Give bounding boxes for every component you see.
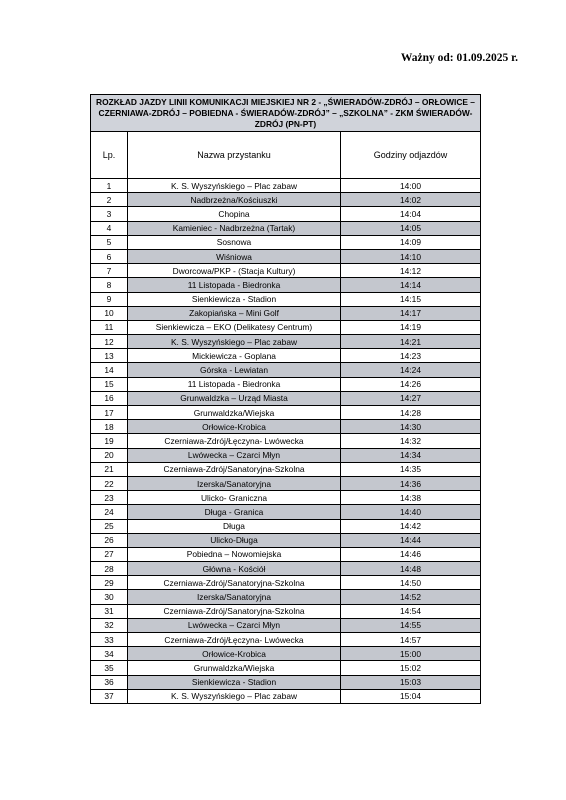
row-number: 15 <box>91 377 128 391</box>
table-row <box>91 320 481 334</box>
row-number: 19 <box>91 434 128 448</box>
row-number: 9 <box>91 292 128 306</box>
table-row <box>91 335 481 349</box>
table-row <box>91 377 481 391</box>
departure-time: 14:21 <box>341 335 481 349</box>
stop-name: Mickiewicza - Goplana <box>128 349 341 363</box>
row-number: 5 <box>91 235 128 249</box>
row-number: 24 <box>91 505 128 519</box>
departure-time: 14:28 <box>341 406 481 420</box>
row-number: 27 <box>91 547 128 561</box>
table-row <box>91 562 481 576</box>
table-row <box>91 505 481 519</box>
table-row <box>91 391 481 405</box>
row-number: 3 <box>91 207 128 221</box>
header-stop-name: Nazwa przystanku <box>128 132 341 179</box>
stop-name: Kamieniec - Nadbrzeżna (Tartak) <box>128 221 341 235</box>
stop-name: Grunwaldzka/Wiejska <box>128 661 341 675</box>
departure-time: 14:12 <box>341 264 481 278</box>
header-lp: Lp. <box>91 132 128 179</box>
departure-time: 14:30 <box>341 420 481 434</box>
stop-name: Sienkiewicza – EKO (Delikatesy Centrum) <box>128 320 341 334</box>
row-number: 36 <box>91 675 128 689</box>
row-number: 29 <box>91 576 128 590</box>
stop-name: Sienkiewicza - Stadion <box>128 675 341 689</box>
table-row <box>91 590 481 604</box>
table-row <box>91 264 481 278</box>
row-number: 32 <box>91 618 128 632</box>
stop-name: Sienkiewicza - Stadion <box>128 292 341 306</box>
stop-name: Zakopiańska – Mini Golf <box>128 306 341 320</box>
departure-time: 14:27 <box>341 391 481 405</box>
table-row <box>91 363 481 377</box>
departure-time: 14:05 <box>341 221 481 235</box>
departure-time: 14:15 <box>341 292 481 306</box>
row-number: 30 <box>91 590 128 604</box>
timetable-title: ROZKŁAD JAZDY LINII KOMUNIKACJI MIEJSKIEJ NR 2 - „ŚWIERADÓW-ZDRÓJ – ORŁOWICE – CZERNIAWA-ZDRÓJ – POBIEDNA - ŚWIERADÓW-ZDRÓJ” – „SZKOLNA” - ZKM ŚWIERADÓW-ZDRÓJ (PN-PT) <box>91 95 481 132</box>
stop-name: Orłowice-Krobica <box>128 647 341 661</box>
stop-name: Orłowice-Krobica <box>128 420 341 434</box>
stop-name: Czerniawa-Zdrój/Sanatoryjna-Szkolna <box>128 462 341 476</box>
departure-time: 14:10 <box>341 249 481 263</box>
table-row <box>91 249 481 263</box>
header-departure-times: Godziny odjazdów <box>341 132 481 179</box>
table-row <box>91 519 481 533</box>
row-number: 4 <box>91 221 128 235</box>
stop-name: Czerniawa-Zdrój/Sanatoryjna-Szkolna <box>128 576 341 590</box>
row-number: 25 <box>91 519 128 533</box>
table-row <box>91 533 481 547</box>
row-number: 1 <box>91 179 128 193</box>
departure-time: 14:24 <box>341 363 481 377</box>
departure-time: 15:00 <box>341 647 481 661</box>
departure-time: 14:40 <box>341 505 481 519</box>
row-number: 21 <box>91 462 128 476</box>
stop-name: Czerniawa-Zdrój/Łęczyna- Lwówecka <box>128 434 341 448</box>
stop-name: Lwówecka – Czarci Młyn <box>128 448 341 462</box>
table-row <box>91 420 481 434</box>
row-number: 2 <box>91 193 128 207</box>
row-number: 16 <box>91 391 128 405</box>
row-number: 33 <box>91 633 128 647</box>
departure-time: 14:55 <box>341 618 481 632</box>
stop-name: Izerska/Sanatoryjna <box>128 476 341 490</box>
table-row <box>91 306 481 320</box>
table-row <box>91 278 481 292</box>
departure-time: 14:48 <box>341 562 481 576</box>
departure-time: 14:19 <box>341 320 481 334</box>
departure-time: 14:44 <box>341 533 481 547</box>
table-row <box>91 491 481 505</box>
table-row <box>91 633 481 647</box>
stop-name: Długa - Granica <box>128 505 341 519</box>
stop-name: Czerniawa-Zdrój/Sanatoryjna-Szkolna <box>128 604 341 618</box>
row-number: 34 <box>91 647 128 661</box>
departure-time: 14:09 <box>341 235 481 249</box>
table-row <box>91 292 481 306</box>
departure-time: 14:35 <box>341 462 481 476</box>
table-row <box>91 476 481 490</box>
table-row <box>91 349 481 363</box>
table-row <box>91 235 481 249</box>
stop-name: K. S. Wyszyńskiego – Plac zabaw <box>128 179 341 193</box>
departure-time: 14:38 <box>341 491 481 505</box>
title-row <box>91 95 481 132</box>
stop-name: Lwówecka – Czarci Młyn <box>128 618 341 632</box>
stop-name: Ulicko- Graniczna <box>128 491 341 505</box>
timetable <box>90 94 481 704</box>
row-number: 23 <box>91 491 128 505</box>
stop-name: Wiśniowa <box>128 249 341 263</box>
stop-name: 11 Listopada - Biedronka <box>128 377 341 391</box>
table-row <box>91 576 481 590</box>
row-number: 37 <box>91 689 128 703</box>
stop-name: Pobiedna – Nowomiejska <box>128 547 341 561</box>
departure-time: 15:04 <box>341 689 481 703</box>
departure-time: 14:34 <box>341 448 481 462</box>
table-row <box>91 661 481 675</box>
stop-name: Nadbrzeżna/Kościuszki <box>128 193 341 207</box>
departure-time: 14:54 <box>341 604 481 618</box>
stop-name: 11 Listopada - Biedronka <box>128 278 341 292</box>
departure-time: 14:46 <box>341 547 481 561</box>
departure-time: 14:17 <box>341 306 481 320</box>
row-number: 31 <box>91 604 128 618</box>
row-number: 18 <box>91 420 128 434</box>
stop-name: Grunwaldzka – Urząd Miasta <box>128 391 341 405</box>
departure-time: 14:36 <box>341 476 481 490</box>
row-number: 6 <box>91 249 128 263</box>
row-number: 20 <box>91 448 128 462</box>
table-row <box>91 689 481 703</box>
stop-name: Główna - Kościół <box>128 562 341 576</box>
row-number: 22 <box>91 476 128 490</box>
table-row <box>91 434 481 448</box>
departure-time: 14:26 <box>341 377 481 391</box>
table-row <box>91 604 481 618</box>
stop-name: K. S. Wyszyńskiego – Plac zabaw <box>128 689 341 703</box>
row-number: 13 <box>91 349 128 363</box>
departure-time: 14:04 <box>341 207 481 221</box>
valid-from-date: Ważny od: 01.09.2025 r. <box>400 52 518 64</box>
row-number: 10 <box>91 306 128 320</box>
row-number: 7 <box>91 264 128 278</box>
stop-name: Górska - Lewiatan <box>128 363 341 377</box>
departure-time: 15:03 <box>341 675 481 689</box>
row-number: 35 <box>91 661 128 675</box>
departure-time: 14:57 <box>341 633 481 647</box>
stop-name: Chopina <box>128 207 341 221</box>
stop-name: Izerska/Sanatoryjna <box>128 590 341 604</box>
row-number: 12 <box>91 335 128 349</box>
table-row <box>91 647 481 661</box>
table-row <box>91 448 481 462</box>
table-row <box>91 547 481 561</box>
header-row <box>91 132 481 179</box>
departure-time: 14:23 <box>341 349 481 363</box>
table-row <box>91 207 481 221</box>
stop-name: Grunwaldzka/Wiejska <box>128 406 341 420</box>
row-number: 8 <box>91 278 128 292</box>
departure-time: 14:02 <box>341 193 481 207</box>
departure-time: 14:50 <box>341 576 481 590</box>
row-number: 14 <box>91 363 128 377</box>
stop-name: Dworcowa/PKP - (Stacja Kultury) <box>128 264 341 278</box>
row-number: 28 <box>91 562 128 576</box>
stop-name: Sosnowa <box>128 235 341 249</box>
stop-name: Czerniawa-Zdrój/Łęczyna- Lwówecka <box>128 633 341 647</box>
table-row <box>91 675 481 689</box>
stop-name: Długa <box>128 519 341 533</box>
departure-time: 15:02 <box>341 661 481 675</box>
table-row <box>91 179 481 193</box>
table-row <box>91 462 481 476</box>
table-row <box>91 193 481 207</box>
row-number: 17 <box>91 406 128 420</box>
departure-time: 14:14 <box>341 278 481 292</box>
table-row <box>91 618 481 632</box>
departure-time: 14:32 <box>341 434 481 448</box>
table-row <box>91 406 481 420</box>
row-number: 11 <box>91 320 128 334</box>
row-number: 26 <box>91 533 128 547</box>
table-row <box>91 221 481 235</box>
stop-name: Ulicko-Długa <box>128 533 341 547</box>
departure-time: 14:42 <box>341 519 481 533</box>
departure-time: 14:52 <box>341 590 481 604</box>
departure-time: 14:00 <box>341 179 481 193</box>
stop-name: K. S. Wyszyńskiego – Plac zabaw <box>128 335 341 349</box>
